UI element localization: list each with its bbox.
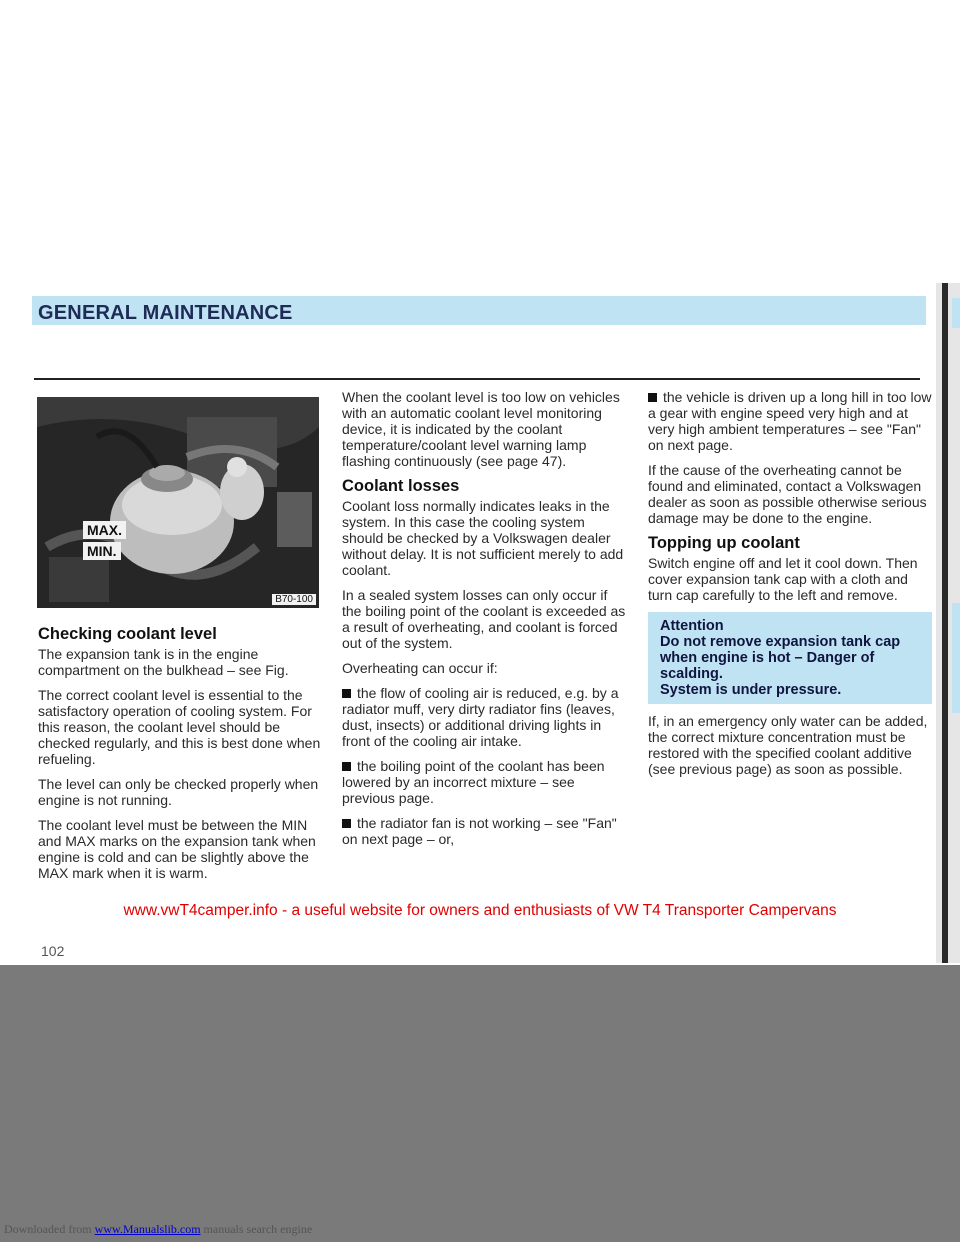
attention-box — [648, 612, 932, 704]
bullet-square-icon — [342, 689, 351, 698]
bullet-square-icon — [648, 393, 657, 402]
paragraph: When the coolant level is too low on vehicles with an automatic coolant level monitoring device, it is indicated by the coolant temperature/coolant level warning lamp flashing continuously (see page 47). — [342, 389, 620, 469]
paragraph: Overheating can occur if: — [342, 660, 498, 676]
bullet-item: the boiling point of the coolant has been lowered by an incorrect mixture – see previous page. — [342, 758, 605, 806]
scan-background — [0, 965, 960, 1242]
website-link[interactable]: www.vwT4camper.info - a useful website for owners and enthusiasts of VW T4 Transporter Campervans — [123, 902, 837, 919]
paragraph: The expansion tank is in the engine compartment on the bulkhead – see Fig. — [38, 646, 289, 678]
paragraph: If, in an emergency only water can be added, the correct mixture concentration must be restored with the specified coolant additive (see previous page) as soon as possible. — [648, 713, 928, 777]
header-rule — [34, 378, 920, 380]
next-page-header-band — [952, 298, 960, 328]
heading-checking-coolant-level: Checking coolant level — [38, 625, 217, 643]
page-spine — [942, 283, 948, 963]
paragraph: The level can only be checked properly when engine is not running. — [38, 776, 319, 808]
bullet-square-icon — [342, 819, 351, 828]
attention-warning: Do not remove expansion tank cap when engine is hot – Danger of scalding. — [660, 634, 901, 682]
paragraph: In a sealed system losses can only occur if the boiling point of the coolant is exceeded as a result of overheating, and coolant is forced out of the system. — [342, 587, 626, 651]
paragraph: Switch engine off and let it cool down. Then cover expansion tank cap with a cloth and turn cap carefully to the left and remove. — [648, 555, 918, 603]
attention-pressure: System is under pressure. — [660, 682, 842, 698]
column-middle — [342, 389, 626, 856]
paragraph: The coolant level must be between the MIN and MAX marks on the expansion tank when engine is cold and can be slightly above the MAX mark when it is warm. — [38, 817, 316, 881]
paragraph: The correct coolant level is essential to the satisfactory operation of cooling system. For this reason, the coolant level should be checked regularly, and this is best done when refueling. — [38, 687, 321, 767]
download-attribution — [4, 1222, 312, 1237]
next-page-edge — [936, 283, 960, 963]
next-page-attention-box — [952, 603, 960, 713]
paragraph: Coolant loss normally indicates leaks in the system. In this case the cooling system should be checked by a Volkswagen dealer without delay. It is not sufficient merely to add coolant. — [342, 498, 624, 578]
manualslib-link[interactable]: www.Manualslib.com — [94, 1222, 201, 1236]
max-mark-label: MAX. — [83, 521, 126, 539]
heading-topping-up-coolant: Topping up coolant — [648, 534, 800, 552]
attention-title: Attention — [660, 618, 724, 634]
heading-coolant-losses: Coolant losses — [342, 477, 460, 495]
paragraph: If the cause of the overheating cannot be found and eliminated, contact a Volkswagen dealer as soon as possible otherwise serious damage may be done to the engine. — [648, 462, 927, 526]
bullet-item: the vehicle is driven up a long hill in too low a gear with engine speed very high and at very high ambient temperatures – see "Fan" on next page. — [648, 389, 932, 453]
column-right — [648, 389, 932, 786]
bullet-square-icon — [342, 762, 351, 771]
figure-code: B70-100 — [272, 594, 316, 605]
column-left — [38, 620, 322, 890]
bullet-item: the flow of cooling air is reduced, e.g. by a radiator muff, very dirty radiator fins (leaves, dust, insects) or additional driving lights in front of the cooling air intake. — [342, 685, 619, 749]
attribution-prefix: Downloaded from — [4, 1222, 92, 1236]
section-title: GENERAL MAINTENANCE — [38, 302, 293, 324]
engine-bay-photo — [37, 397, 319, 608]
bullet-item: the radiator fan is not working – see "Fan" on next page – or, — [342, 815, 617, 847]
min-mark-label: MIN. — [83, 542, 121, 560]
page-number: 102 — [41, 943, 65, 959]
attribution-suffix: manuals search engine — [203, 1222, 313, 1236]
engine-bay-illustration — [37, 397, 319, 608]
